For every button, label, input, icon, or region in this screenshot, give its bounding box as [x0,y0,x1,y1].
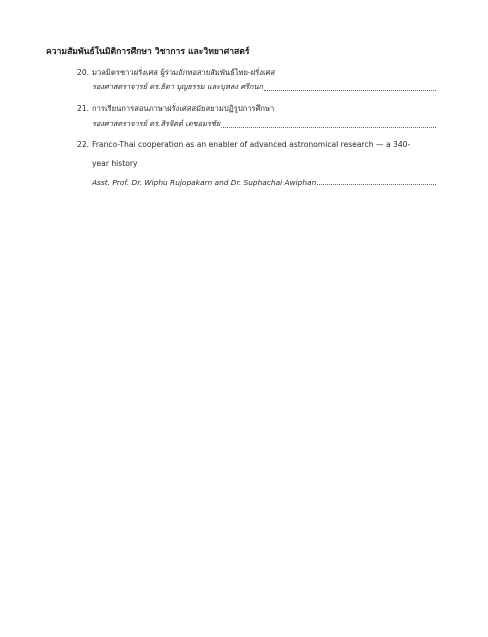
toc-entry-title-text: มวลมิตรชาวฝรั่งเศส ผู้ร่วมถักทอสายสัมพันธ์ไทย-ฝรั่งเศส [92,68,276,77]
toc-entry-21-author-line [92,118,436,130]
toc-entry-author: รองศาสตราจารย์ ดร.ธิดา บุญธรรม และบุหลง ศรีกนก [92,82,263,91]
toc-entry-number: 21. [77,104,90,113]
toc-entry-author: Asst. Prof. Dr. Wiphu Rujopakarn and Dr. Suphachai Awiphan [92,178,317,187]
dot-leader [264,89,436,91]
toc-entry-21-title[interactable] [77,103,274,115]
toc-entry-author: รองศาสตราจารย์ ดร.สิรจิตต์ เดชอมรชัย [92,119,221,128]
section-heading: ความสัมพันธ์ในมิติการศึกษา วิชาการ และวิทยาศาสตร์ [46,47,250,57]
toc-entry-22-title[interactable] [77,140,410,149]
toc-entry-title-text: การเรียนการสอนภาษาฝรั่งเศสสมัยสยามปฏิรูปการศึกษา [92,104,275,113]
dot-leader [221,126,436,128]
toc-entry-20-title[interactable] [77,67,275,79]
toc-entry-20-author-line [92,81,436,93]
toc-entry-title-text: Franco-Thai cooperation as an enabler of advanced astronomical research — a 340- [92,140,411,149]
dot-leader [317,183,436,185]
toc-entry-22-title-continuation: year history [92,159,138,168]
toc-entry-number: 20. [77,68,90,77]
toc-entry-22-author-line [92,175,436,187]
toc-entry-number: 22. [77,140,90,149]
